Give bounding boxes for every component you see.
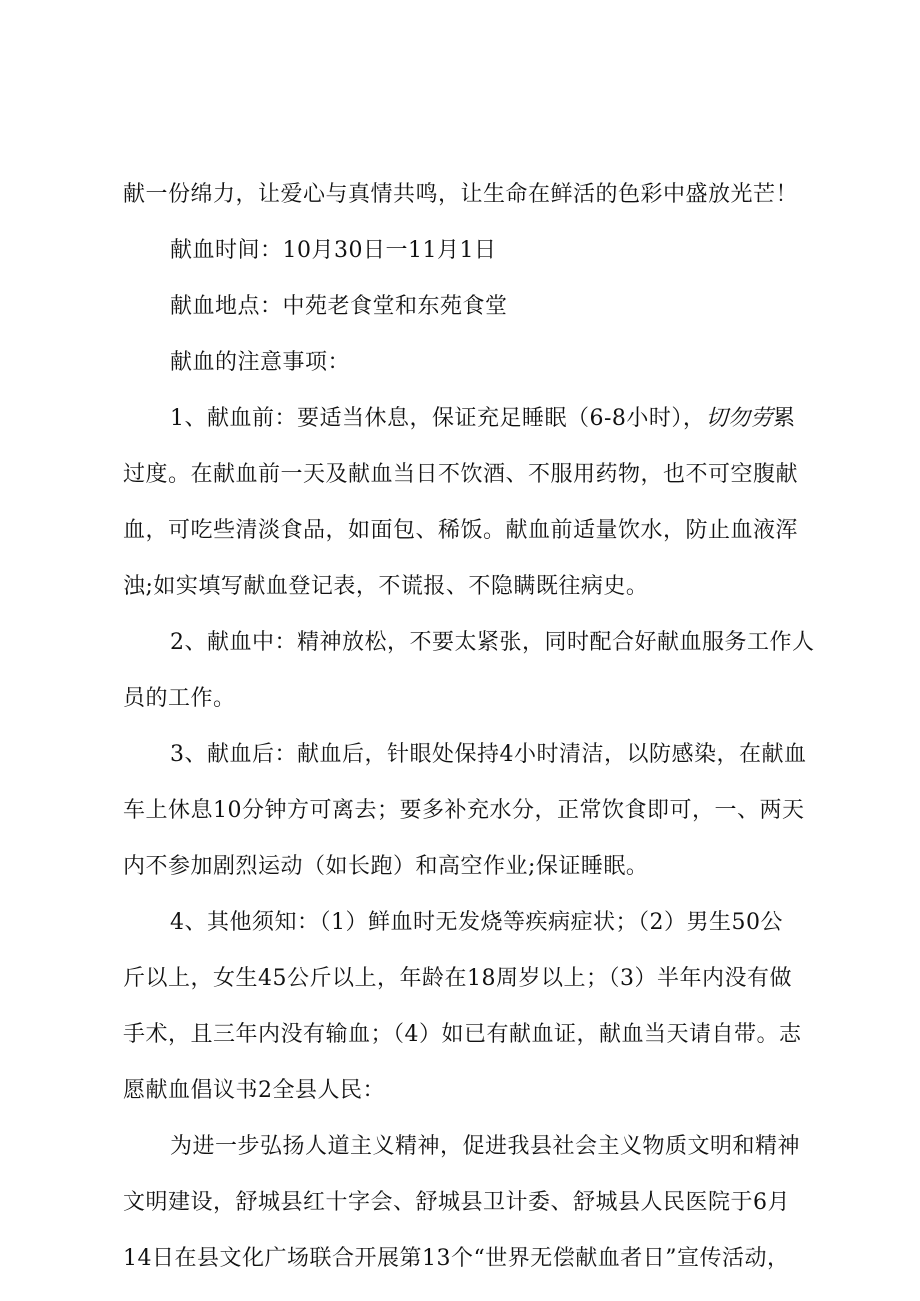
note-2-line: 2、献血中：精神放松，不要太紧张，同时配合好献血服务工作人	[170, 630, 815, 655]
body-line: 文明建设，舒城县红十字会、舒城县卫计委、舒城县人民医院于6月	[123, 1190, 790, 1215]
note-4-line: 4、其他须知：（1）鲜血时无发烧等疾病症状；（2）男生50公	[170, 910, 783, 935]
note-1-text-end: 累	[772, 406, 796, 431]
body-line: 血，可吃些清淡食品，如面包、稀饭。献血前适量饮水，防止血液浑	[123, 518, 799, 543]
body-line: 员的工作。	[123, 686, 236, 711]
donation-location-line: 献血地点：中苑老食堂和东苑食堂	[170, 294, 508, 319]
note-1-text: 1、献血前：要适当休息，保证充足睡眠（6-8小时），	[170, 406, 706, 431]
body-line: 手术，且三年内没有输血；（4）如已有献血证，献血当天请自带。志	[123, 1022, 802, 1047]
body-line: 浊;如实填写献血登记表，不谎报、不隐瞒既往病史。	[123, 574, 649, 599]
document-body	[123, 167, 823, 1287]
notes-heading: 献血的注意事项：	[170, 350, 351, 375]
proposal-line: 为进一步弘扬人道主义精神，促进我县社会主义物质文明和精神	[170, 1134, 801, 1159]
body-line: 内不参加剧烈运动（如长跑）和高空作业;保证睡眠。	[123, 854, 649, 879]
donation-time-line: 献血时间：10月30日一11月1日	[170, 238, 497, 263]
body-line: 过度。在献血前一天及献血当日不饮酒、不服用药物，也不可空腹献	[123, 462, 799, 487]
body-line: 斤以上，女生45公斤以上，年龄在18周岁以上；（3）半年内没有做	[123, 966, 792, 991]
note-1-italic-text: 切勿劳	[705, 406, 773, 431]
body-line: 车上休息10分钟方可离去；要多补充水分，正常饮食即可，一、两天	[123, 798, 805, 823]
note-1-line	[123, 391, 823, 447]
body-line: 14日在县文化广场联合开展第13个“世界无偿献血者日”宣传活动，	[123, 1246, 790, 1271]
note-3-line: 3、献血后：献血后，针眼处保持4小时清洁，以防感染，在献血	[170, 742, 807, 767]
body-line: 愿献血倡议书2全县人民：	[123, 1078, 385, 1103]
body-line: 献一份绵力，让爱心与真情共鸣，让生命在鲜活的色彩中盛放光芒！	[123, 182, 799, 207]
